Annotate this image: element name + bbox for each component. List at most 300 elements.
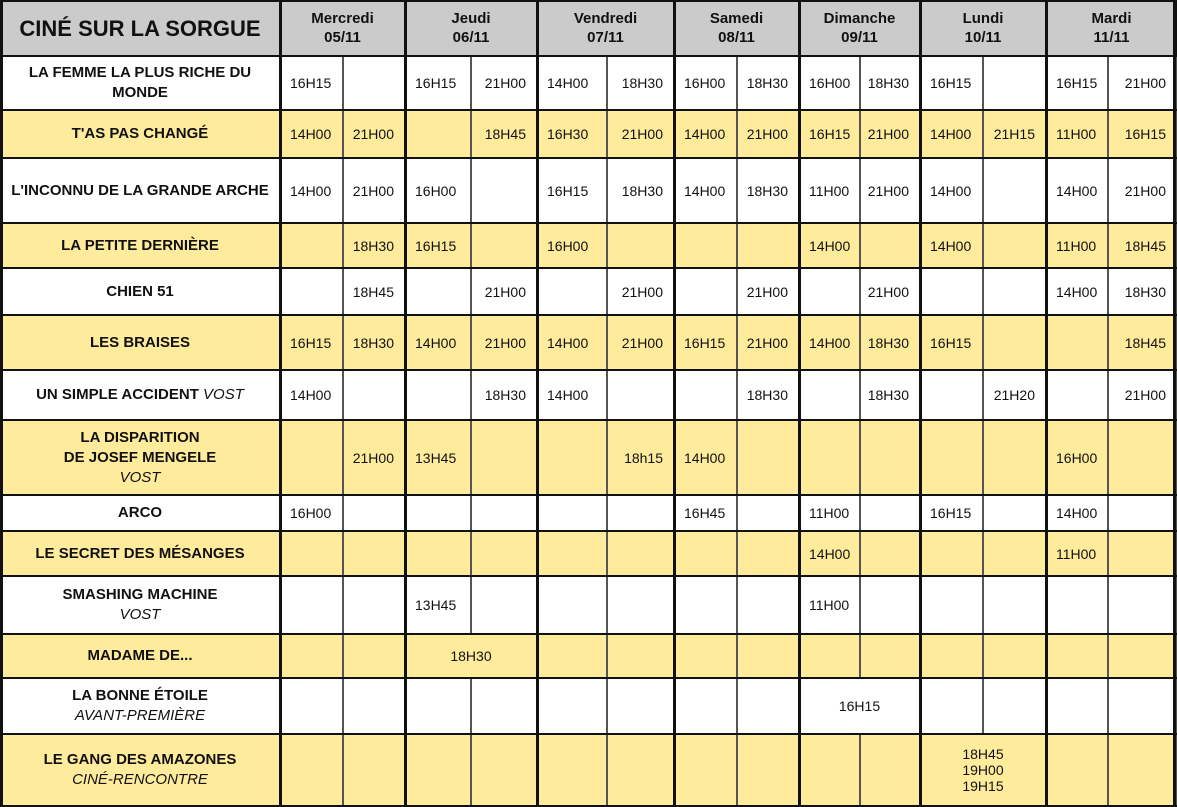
showtime-cell — [674, 268, 737, 315]
row-divider — [0, 157, 1177, 159]
showtime-cell — [1046, 315, 1108, 370]
showtime-cell — [607, 268, 674, 315]
showtime-cell — [860, 223, 920, 268]
showtime: 16H15 — [290, 75, 332, 91]
showtime: 18H30 — [450, 648, 492, 664]
row-divider — [0, 369, 1177, 371]
showtime-cell — [920, 531, 983, 576]
showtime-cell — [674, 370, 737, 420]
film-title: L'INCONNU DE LA GRANDE ARCHE — [11, 181, 269, 199]
row-divider — [0, 0, 1177, 2]
showtime: 16H15 — [415, 75, 457, 91]
showtime-cell — [1046, 420, 1108, 495]
showtime-cell — [405, 576, 471, 634]
showtime-cell — [799, 56, 860, 110]
showtime-cell — [983, 576, 1046, 634]
showtime-cell — [537, 634, 607, 678]
showtime-cell — [607, 315, 674, 370]
showtime: 16H15 — [415, 237, 457, 254]
showtime: 18H30 — [352, 334, 394, 351]
showtime-cell — [1108, 110, 1177, 158]
showtime-cell — [920, 576, 983, 634]
showtime-cell — [280, 110, 343, 158]
film-title-cell — [0, 576, 280, 634]
showtime-cell — [920, 56, 983, 110]
showtime-cell — [1108, 678, 1177, 734]
showtime: 21H00 — [1124, 182, 1166, 199]
showtime-cell — [860, 315, 920, 370]
showtime: 21H00 — [746, 283, 788, 300]
showtime: 18H45 — [1124, 237, 1166, 254]
showtime-cell — [607, 420, 674, 495]
film-title: LE GANG DES AMAZONES — [43, 751, 237, 768]
showtime-cell — [799, 158, 860, 223]
showtime-cell — [471, 110, 537, 158]
row-divider — [0, 733, 1177, 735]
showtime-cell — [343, 315, 405, 370]
showtime-cell — [674, 315, 737, 370]
showtime-cell — [737, 678, 799, 734]
showtime-cell — [537, 420, 607, 495]
showtime-cell — [674, 110, 737, 158]
showtime: 14H00 — [290, 387, 332, 403]
showtime: 11H00 — [1056, 545, 1097, 562]
row-divider — [0, 267, 1177, 269]
showtime-cell — [280, 56, 343, 110]
showtime-cell — [674, 576, 737, 634]
showtime-cell — [537, 531, 607, 576]
showtime-cell — [920, 223, 983, 268]
showtime-cell — [983, 495, 1046, 531]
showtime-cell — [737, 315, 799, 370]
showtime-cell — [674, 634, 737, 678]
showtime-cell — [1108, 531, 1177, 576]
day-header — [920, 0, 1046, 56]
showtime-cell — [607, 370, 674, 420]
showtime-cell — [537, 576, 607, 634]
showtime-cell — [405, 420, 471, 495]
showtime-cell — [983, 315, 1046, 370]
showtime-cell — [405, 315, 471, 370]
showtime: 14H00 — [1056, 283, 1098, 300]
showtime-cell — [280, 576, 343, 634]
showtime-cell — [1108, 158, 1177, 223]
showtime: 11H00 — [809, 182, 850, 199]
showtime-cell — [674, 158, 737, 223]
showtime: 16H00 — [809, 75, 851, 91]
showtime-cell — [405, 110, 471, 158]
showtime-cell — [674, 531, 737, 576]
showtime-cell — [799, 268, 860, 315]
showtime-cell — [607, 110, 674, 158]
film-subtitle: VOST — [119, 468, 161, 486]
showtime-cell — [737, 268, 799, 315]
showtime: 18H30 — [867, 75, 909, 91]
day-date: 08/11 — [718, 29, 755, 46]
showtime-cell — [860, 495, 920, 531]
showtime-cell — [737, 734, 799, 806]
showtime: 14H00 — [930, 182, 972, 199]
showtime: 14H00 — [930, 126, 972, 142]
showtime-cell — [471, 370, 537, 420]
showtime: 18H30 — [746, 387, 788, 403]
column-divider — [536, 0, 539, 807]
showtime-cell — [674, 678, 737, 734]
showtime-cell — [1108, 315, 1177, 370]
showtime-cell — [607, 223, 674, 268]
showtime-cell — [1046, 158, 1108, 223]
showtime-cell — [737, 420, 799, 495]
showtime-cell — [920, 678, 983, 734]
showtime-cell — [1108, 734, 1177, 806]
showtime-cell — [405, 56, 471, 110]
showtime: 14H00 — [547, 334, 589, 351]
showtime-cell — [920, 315, 983, 370]
showtime: 16H00 — [1056, 449, 1098, 466]
showtime-cell — [860, 420, 920, 495]
showtime-cell — [1046, 495, 1108, 531]
day-name: Jeudi — [451, 10, 491, 27]
showtime-cell — [920, 634, 983, 678]
showtime: 14H00 — [684, 182, 726, 199]
showtime-cell — [471, 576, 537, 634]
showtime: 11H00 — [809, 597, 850, 613]
showtime-cell — [280, 634, 343, 678]
day-date: 05/11 — [324, 29, 361, 46]
showtime: 16H00 — [415, 182, 457, 199]
showtime-cell — [860, 531, 920, 576]
row-divider — [0, 575, 1177, 577]
showtime: 16H45 — [684, 505, 726, 521]
showtime: 13H45 — [415, 449, 457, 466]
showtime-cell — [405, 678, 471, 734]
showtime-cell — [405, 531, 471, 576]
showtime: 21H20 — [993, 387, 1035, 403]
showtime-cell — [737, 110, 799, 158]
day-header — [280, 0, 405, 56]
showtime-cell — [537, 223, 607, 268]
showtime: 18H30 — [1124, 283, 1166, 300]
showtime-cell — [983, 56, 1046, 110]
showtime: 11H00 — [1056, 126, 1097, 142]
showtime-cell — [537, 315, 607, 370]
day-date: 11/11 — [1093, 29, 1130, 46]
film-title: SMASHING MACHINE — [62, 586, 218, 603]
showtime-cell — [1108, 420, 1177, 495]
film-title-line — [36, 385, 244, 405]
showtime: 21H00 — [1124, 387, 1166, 403]
film-title-cell — [0, 56, 280, 110]
showtime-cell — [1108, 495, 1177, 531]
showtime-cell — [983, 634, 1046, 678]
showtime: 13H45 — [415, 597, 457, 613]
showtime: 18H30 — [484, 387, 526, 403]
showtime-cell — [737, 370, 799, 420]
showtime-cell — [343, 634, 405, 678]
showtime: 18h15 — [624, 449, 663, 466]
showtime: 18H45 — [484, 126, 526, 142]
showtime-cell — [737, 634, 799, 678]
showtime: 21H00 — [484, 334, 526, 351]
showtime-cell — [860, 158, 920, 223]
showtime: 21H00 — [867, 283, 909, 300]
film-title-cell — [0, 223, 280, 268]
film-title: LA FEMME LA PLUS RICHE DU MONDE — [28, 64, 252, 101]
showtime: 16H00 — [684, 75, 726, 91]
day-date: 09/11 — [841, 29, 878, 46]
showtime: 18H45 — [352, 283, 394, 300]
showtime: 21H00 — [746, 334, 788, 351]
showtime-cell — [607, 531, 674, 576]
showtime: 21H00 — [484, 75, 526, 91]
showtime-cell — [405, 158, 471, 223]
showtime-cell — [920, 420, 983, 495]
showtime-cell — [343, 56, 405, 110]
showtime-cell — [920, 495, 983, 531]
showtime-cell — [860, 56, 920, 110]
showtime: 14H00 — [684, 126, 726, 142]
showtime-cell — [674, 223, 737, 268]
showtime-cell — [280, 420, 343, 495]
film-title: MADAME DE... — [87, 647, 193, 664]
showtime: 16H15 — [809, 126, 851, 142]
showtime-cell — [537, 734, 607, 806]
showtime: 14H00 — [809, 545, 851, 562]
page-title-text: CINÉ SUR LA SORGUE — [19, 15, 261, 41]
showtime: 11H00 — [1056, 237, 1097, 254]
showtime: 16H15 — [547, 182, 589, 199]
day-header — [674, 0, 799, 56]
showtime-cell — [343, 420, 405, 495]
row-divider — [0, 633, 1177, 635]
day-name: Vendredi — [573, 10, 638, 27]
showtime-cell — [983, 370, 1046, 420]
showtime: 21H00 — [1124, 75, 1166, 91]
showtime-cell — [1108, 576, 1177, 634]
showtime-cell — [799, 634, 860, 678]
showtime-cell — [920, 268, 983, 315]
showtime-cell — [674, 56, 737, 110]
film-title-cell — [0, 158, 280, 223]
showtime-cell — [343, 110, 405, 158]
film-title: T'AS PAS CHANGÉ — [71, 125, 209, 142]
showtime-cell — [471, 495, 537, 531]
showtime: 18H30 — [867, 334, 909, 351]
showtime-cell — [983, 420, 1046, 495]
showtime: 18H30 — [867, 387, 909, 403]
showtime-cell — [607, 678, 674, 734]
showtime-cell — [799, 531, 860, 576]
showtime-cell — [1046, 531, 1108, 576]
day-name: Dimanche — [823, 10, 896, 27]
page-title — [0, 0, 280, 56]
column-divider — [798, 0, 801, 807]
showtime-cell — [1046, 223, 1108, 268]
film-title: LES BRAISES — [89, 333, 191, 351]
row-divider — [0, 222, 1177, 224]
showtime-cell — [799, 315, 860, 370]
showtime: 19H00 — [962, 762, 1004, 778]
day-date: 06/11 — [452, 29, 490, 46]
showtime: 21H00 — [867, 126, 909, 142]
showtime-cell — [280, 158, 343, 223]
showtime-cell — [280, 315, 343, 370]
showtime: 16H15 — [1056, 75, 1098, 91]
showtime: 21H00 — [352, 182, 394, 199]
day-date: 07/11 — [587, 29, 624, 46]
day-header — [1046, 0, 1177, 56]
column-divider — [1045, 0, 1048, 807]
showtime: 14H00 — [547, 387, 589, 403]
showtime: 14H00 — [1056, 505, 1098, 521]
showtime: 14H00 — [547, 75, 589, 91]
showtime: 14H00 — [290, 126, 332, 142]
film-title: LE SECRET DES MÉSANGES — [35, 544, 245, 562]
showtime-cell — [983, 223, 1046, 268]
showtime-cell — [537, 495, 607, 531]
film-title: LA PETITE DERNIÈRE — [61, 236, 219, 254]
showtime-cell — [1108, 268, 1177, 315]
showtime-cell — [607, 56, 674, 110]
showtime-cell — [799, 110, 860, 158]
row-divider — [0, 314, 1177, 316]
showtime-cell — [983, 110, 1046, 158]
showtime-cell — [343, 158, 405, 223]
showtime-cell — [1046, 370, 1108, 420]
showtime: 18H30 — [746, 182, 788, 199]
showtime: 21H00 — [484, 283, 526, 300]
row-divider — [0, 109, 1177, 111]
showtime: 21H15 — [993, 126, 1035, 142]
showtime-cell — [280, 370, 343, 420]
showtime-cell — [1046, 110, 1108, 158]
showtime-cell — [1046, 634, 1108, 678]
showtime: 14H00 — [1056, 182, 1098, 199]
showtime-cell — [405, 734, 471, 806]
showtime-cell — [405, 268, 471, 315]
showtime-cell — [280, 223, 343, 268]
showtime-cell — [343, 734, 405, 806]
showtime-cell — [737, 223, 799, 268]
showtime: 14H00 — [930, 237, 972, 254]
showtime-cell — [737, 531, 799, 576]
row-divider — [0, 419, 1177, 421]
film-title: UN SIMPLE ACCIDENT — [36, 386, 199, 403]
day-name: Mercredi — [311, 10, 374, 27]
showtime-cell-merged — [799, 678, 920, 734]
film-title-cell — [0, 734, 280, 806]
row-divider — [0, 494, 1177, 496]
showtime-cell — [607, 734, 674, 806]
showtime-cell — [405, 223, 471, 268]
showtime-cell — [1108, 56, 1177, 110]
showtime-cell — [1046, 734, 1108, 806]
showtime-cell — [607, 576, 674, 634]
showtime-cell — [674, 734, 737, 806]
showtime-cell — [471, 268, 537, 315]
showtime-cell — [674, 495, 737, 531]
showtime-cell — [920, 110, 983, 158]
day-header — [799, 0, 920, 56]
film-title-cell — [0, 315, 280, 370]
showtime: 21H00 — [352, 126, 394, 142]
showtime: 16H00 — [547, 237, 589, 254]
showtime: 21H00 — [621, 126, 663, 142]
film-title-cell — [0, 420, 280, 495]
showtime: 14H00 — [684, 449, 726, 466]
showtime-cell — [471, 531, 537, 576]
showtime-cell — [737, 158, 799, 223]
showtime: 14H00 — [809, 334, 851, 351]
column-divider — [279, 0, 282, 807]
showtime-cell — [920, 370, 983, 420]
showtime-cell — [343, 495, 405, 531]
column-divider — [404, 0, 407, 807]
showtime-cell — [1108, 223, 1177, 268]
day-header — [537, 0, 674, 56]
showtime-cell — [1046, 268, 1108, 315]
showtime-cell — [537, 370, 607, 420]
showtime: 16H30 — [547, 126, 589, 142]
column-divider — [673, 0, 676, 807]
showtime-cell — [860, 634, 920, 678]
showtime-cell — [799, 370, 860, 420]
showtime-cell — [860, 370, 920, 420]
showtime: 18H30 — [746, 75, 788, 91]
showtime-cell — [607, 634, 674, 678]
showtime: 21H00 — [867, 182, 909, 199]
showtime-cell — [405, 370, 471, 420]
showtime-cell — [280, 268, 343, 315]
row-divider — [0, 55, 1177, 57]
showtime-cell — [537, 158, 607, 223]
showtime-cell — [537, 110, 607, 158]
showtime-cell — [280, 531, 343, 576]
showtime-cell — [280, 734, 343, 806]
showtime-cell — [920, 158, 983, 223]
showtime-cell — [1046, 56, 1108, 110]
showtime: 21H00 — [621, 283, 663, 300]
showtime-cell — [280, 495, 343, 531]
column-divider — [0, 0, 3, 807]
row-divider — [0, 530, 1177, 532]
showtime-cell — [1108, 370, 1177, 420]
showtime: 16H15 — [684, 334, 726, 351]
showtime: 18H30 — [352, 237, 394, 254]
film-title-cell — [0, 370, 280, 420]
showtime-cell-merged — [405, 634, 537, 678]
showtime-cell — [471, 223, 537, 268]
film-subtitle: AVANT-PREMIÈRE — [74, 707, 206, 724]
showtime-cell — [471, 420, 537, 495]
showtime-cell — [799, 576, 860, 634]
film-title-cell — [0, 678, 280, 734]
showtime-cell — [343, 223, 405, 268]
day-name: Mardi — [1091, 10, 1132, 27]
showtime: 16H15 — [930, 75, 972, 91]
film-title-line: LA DISPARITION — [80, 428, 200, 446]
film-title: CHIEN 51 — [106, 282, 174, 300]
day-name: Lundi — [962, 10, 1004, 27]
day-date: 10/11 — [964, 29, 1002, 46]
showtime-cell — [983, 268, 1046, 315]
showtime-cell-merged — [920, 734, 1046, 806]
showtime-cell — [860, 110, 920, 158]
showtime: 18H45 — [962, 746, 1004, 762]
showtime-cell — [343, 531, 405, 576]
column-divider — [919, 0, 922, 807]
showtime-cell — [1046, 576, 1108, 634]
